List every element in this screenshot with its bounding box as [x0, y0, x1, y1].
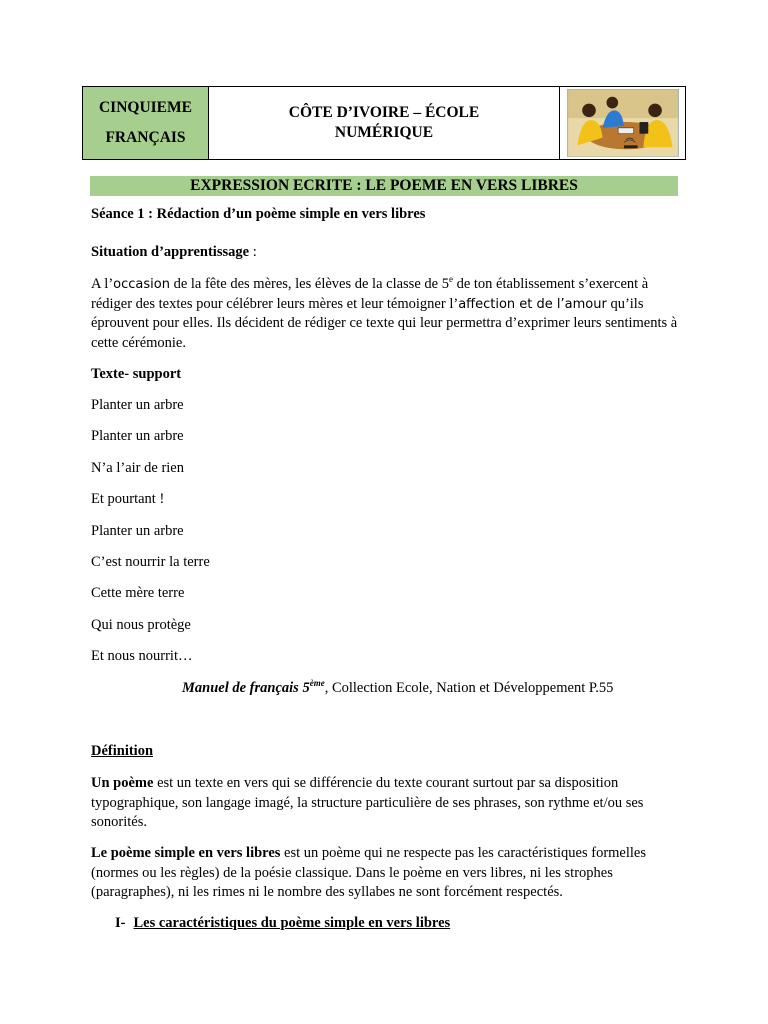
texte-support-heading: Texte- support [91, 366, 182, 382]
source-book-title: Manuel de français 5 [182, 680, 310, 696]
situation-text-3: de ton établissement s’exercent à rédiger des textes pour célébrer leurs mères et leur témoigner l’ [91, 276, 649, 312]
source-superscript: ème [309, 678, 325, 689]
situation-heading: Situation d’apprentissage [91, 244, 250, 260]
situation-text-2: de la fête des mères, les élèves de la classe de 5 [169, 276, 449, 292]
poem-line: C’est nourrir la terre [91, 554, 210, 570]
definition-text-1: est un texte en vers qui se différencie du texte courant surtout par sa disposition typographique, son langage imagé, la structure particulière de ses phrases, son rythme et/ou ses sonorités. [91, 775, 644, 830]
situation-text-affection: affection et de l’amour [458, 296, 607, 312]
header-level-cell [83, 87, 209, 159]
level-label: CINQUIEME [98, 99, 192, 116]
definition-heading: Définition [91, 743, 154, 759]
title-line-1: CÔTE D’IVOIRE – ÉCOLE [288, 104, 480, 121]
section-1-number: I- [115, 915, 126, 931]
definition-paragraph-2 [91, 844, 686, 903]
situation-text-1: A l’ [91, 276, 114, 292]
poem-line: Planter un arbre [91, 397, 184, 413]
definition-term-vers-libres: Le poème simple en vers libres [91, 845, 281, 861]
situation-superscript: e [448, 274, 453, 285]
section-1-title: Les caractéristiques du poème simple en vers libres [133, 915, 451, 931]
poem-line: Cette mère terre [91, 585, 185, 601]
header-title-cell [209, 87, 560, 159]
situation-text-4: qu’ils éprouvent pour elles. Ils décident de rédiger ce texte qui leur permettra d’exprimer leurs sentiments à cette cérémonie. [91, 295, 678, 351]
poem-line: Planter un arbre [91, 428, 184, 444]
situation-colon: : [249, 244, 257, 260]
definition-term-poeme: Un poème [91, 775, 154, 791]
poem-line: Qui nous protège [91, 617, 191, 633]
definition-paragraph-1 [91, 774, 686, 833]
definition-text-2: est un poème qui ne respecte pas les caractéristiques formelles (normes ou les règles) de la poésie classique. Dans le poème en vers libres, ni les strophes (paragraphes), ni les rimes ni le nombre des syllabes ne sont forcément respectés. [91, 845, 647, 900]
poem-line: Planter un arbre [91, 523, 184, 539]
situation-heading-line [91, 244, 257, 261]
students-illustration [566, 89, 680, 157]
situation-paragraph [91, 275, 686, 353]
source-details: , Collection Ecole, Nation et Développement P.55 [324, 680, 614, 696]
section-1-heading [115, 915, 450, 932]
poem-line: Et nous nourrit… [91, 648, 193, 664]
header-table [82, 86, 686, 160]
poem-line: Et pourtant ! [91, 491, 165, 507]
title-line-2: NUMÉRIQUE [334, 124, 434, 141]
section-banner: EXPRESSION ECRITE : LE POEME EN VERS LIBRES [90, 176, 678, 196]
situation-text-occasion: occasion [113, 277, 170, 292]
seance-title: Séance 1 : Rédaction d’un poème simple en vers libres [91, 206, 426, 222]
header-illustration-cell [560, 87, 685, 159]
subject-label: FRANÇAIS [105, 129, 186, 146]
poem-source [182, 680, 613, 697]
poem-line: N’a l’air de rien [91, 460, 184, 476]
